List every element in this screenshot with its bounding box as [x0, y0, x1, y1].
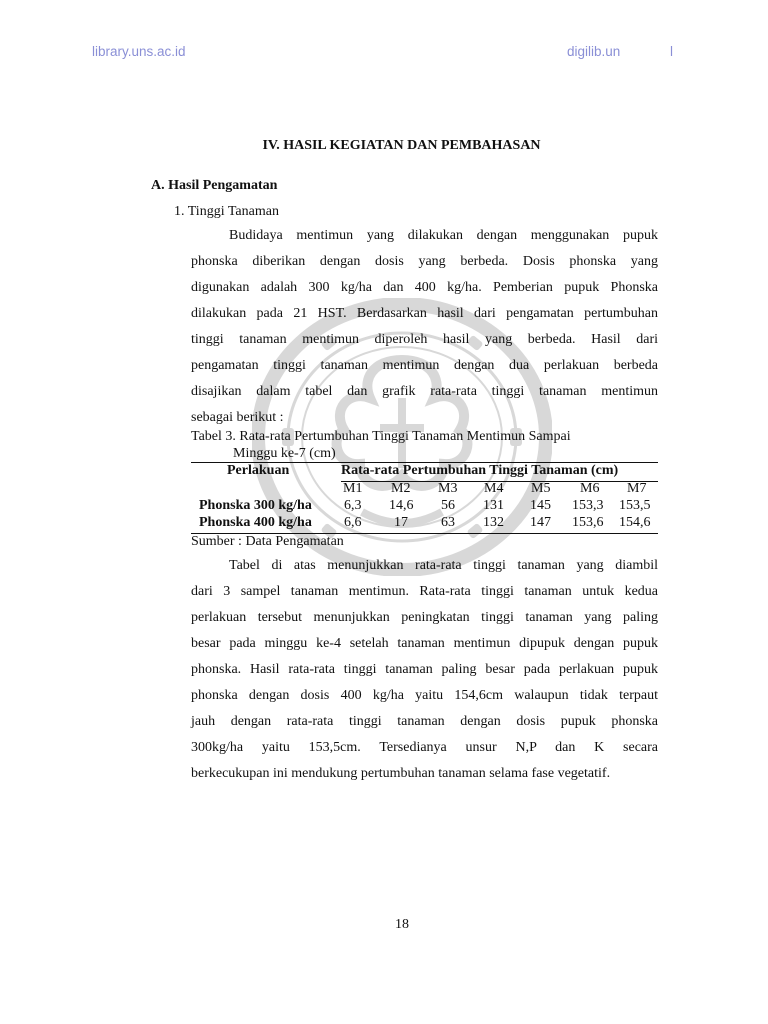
chapter-title: IV. HASIL KEGIATAN DAN PEMBAHASAN [262, 138, 541, 153]
paragraph-discussion [191, 553, 658, 787]
table-cell: 131 [483, 498, 504, 513]
col-m1: M1 [343, 481, 363, 496]
text-line: besar pada minggu ke-4 setelah tanaman mentimun dipupuk dengan pupuk [191, 636, 658, 651]
table-cell: 56 [441, 498, 455, 513]
row-label-400: Phonska 400 kg/ha [199, 515, 312, 530]
text-line: dari 3 sampel tanaman mentimun. Rata-rata tinggi tanaman untuk kedua [191, 584, 658, 599]
text-line: tinggi tanaman mentimun diperoleh hasil yang berbeda. Hasil dari [191, 332, 658, 347]
table-caption [191, 428, 571, 462]
text-line: phonska diberikan dengan dosis yang berbeda. Dosis phonska yang [191, 254, 658, 269]
text-line: pengamatan tinggi tanaman mentimun dengan dua perlakuan berbeda [191, 358, 658, 373]
table-cell: 153,5 [619, 498, 651, 513]
subsection-heading: 1. Tinggi Tanaman [174, 204, 279, 219]
header-bar-mark: l [670, 44, 673, 59]
table-cell: 132 [483, 515, 504, 530]
row-label-300: Phonska 300 kg/ha [199, 498, 312, 513]
col-m2: M2 [391, 481, 411, 496]
text-line: dilakukan pada 21 HST. Berdasarkan hasil dari pengamatan pertumbuhan [191, 306, 658, 321]
text-line: disajikan dalam tabel dan grafik rata-rata tinggi tanaman mentimun [191, 384, 658, 399]
table-cell: 14,6 [389, 498, 414, 513]
table-cell: 153,6 [572, 515, 604, 530]
col-m5: M5 [531, 481, 551, 496]
table-cell: 6,6 [344, 515, 362, 530]
col-m6: M6 [580, 481, 600, 496]
page-number: 18 [395, 917, 409, 932]
caption-line: Tabel 3. Rata-rata Pertumbuhan Tinggi Tanaman Mentimun Sampai [191, 429, 571, 444]
text-line: sebagai berikut : [191, 410, 284, 425]
header-treatment: Perlakuan [227, 463, 290, 478]
header-growth: Rata-rata Pertumbuhan Tinggi Tanaman (cm) [341, 463, 619, 478]
text-line: digunakan adalah 300 kg/ha dan 400 kg/ha. Pemberian pupuk Phonska [191, 280, 658, 295]
text-line: Budidaya mentimun yang dilakukan dengan menggunakan pupuk [229, 228, 658, 243]
text-line: perlakuan tersebut menunjukkan peningkatan tinggi tanaman yang paling [191, 610, 658, 625]
text-line: 300kg/ha yaitu 153,5cm. Tersedianya unsur N,P dan K secara [191, 740, 658, 755]
caption-line: Minggu ke-7 (cm) [233, 446, 336, 461]
text-line: jauh dengan rata-rata tinggi tanaman dengan dosis pupuk phonska [191, 714, 658, 729]
table-cell: 145 [530, 498, 551, 513]
text-line: phonska dengan dosis 400 kg/ha yaitu 154,6cm walaupun tidak terpaut [191, 688, 658, 703]
table-cell: 63 [441, 515, 455, 530]
table-cell: 147 [530, 515, 551, 530]
col-m3: M3 [438, 481, 458, 496]
table-cell: 6,3 [344, 498, 362, 513]
text-line: Tabel di atas menunjukkan rata-rata tinggi tanaman yang diambil [229, 558, 658, 573]
text-line: berkecukupan ini mendukung pertumbuhan tanaman selama fase vegetatif. [191, 766, 611, 781]
col-m7: M7 [627, 481, 647, 496]
header-digilib-link[interactable]: digilib.un [567, 44, 621, 59]
header-site-link[interactable]: library.uns.ac.id [92, 44, 186, 59]
col-m4: M4 [484, 481, 504, 496]
text-line: phonska. Hasil rata-rata tinggi tanaman paling besar pada perlakuan pupuk [191, 662, 658, 677]
paragraph-intro [191, 223, 658, 431]
table-cell: 153,3 [572, 498, 604, 513]
table-source: Sumber : Data Pengamatan [191, 534, 344, 549]
table-cell: 17 [394, 515, 408, 530]
section-heading: A. Hasil Pengamatan [151, 178, 278, 193]
table-cell: 154,6 [619, 515, 651, 530]
